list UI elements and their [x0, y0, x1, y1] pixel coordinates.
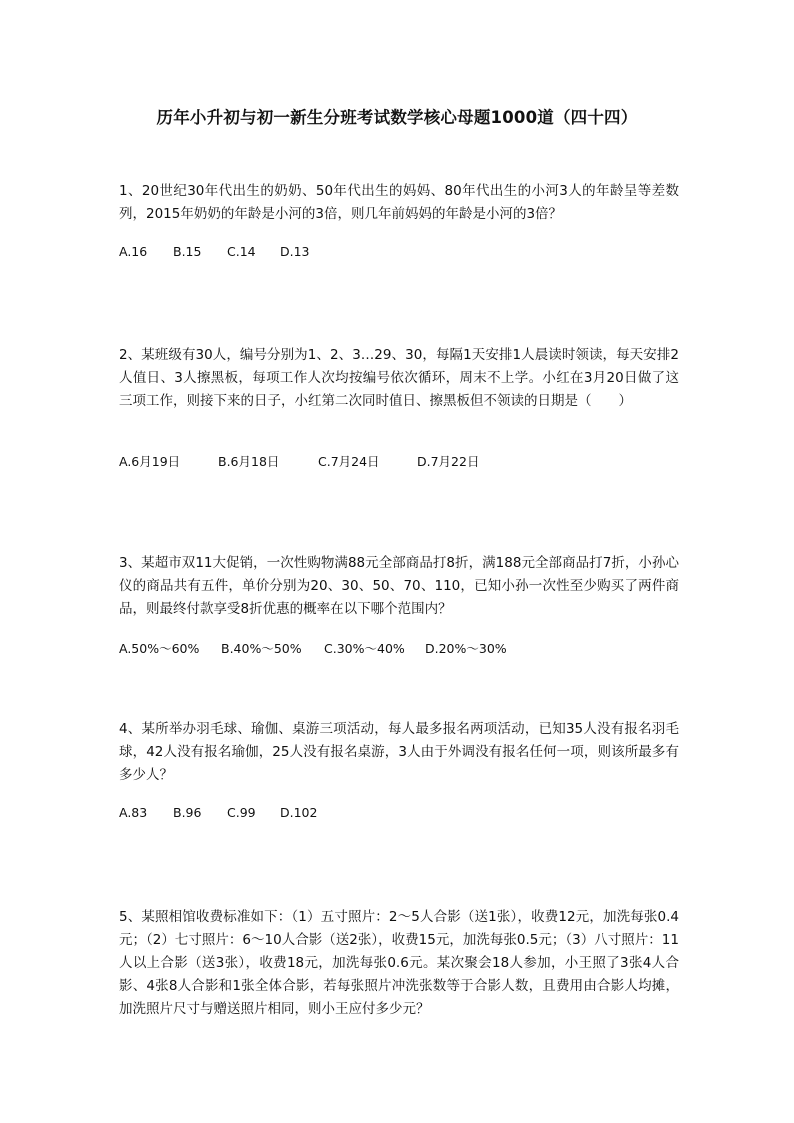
- question-4-options: [119, 805, 317, 820]
- option-a: A.6月19日: [119, 454, 181, 469]
- document-title: 历年小升初与初一新生分班考试数学核心母题1000道（四十四）: [156, 108, 638, 127]
- question-2: [119, 344, 679, 413]
- option-d: D.20%～30%: [425, 641, 507, 656]
- question-3: [119, 552, 679, 621]
- option-c: C.7月24日: [318, 454, 380, 469]
- question-2-options: [119, 452, 479, 470]
- option-a: A.50%～60%: [119, 641, 200, 656]
- option-d: D.7月22日: [417, 454, 480, 469]
- option-b: B.15: [173, 244, 202, 259]
- option-b: B.6月18日: [218, 454, 280, 469]
- option-a: A.16: [119, 244, 148, 259]
- question-1: [119, 180, 679, 226]
- option-a: A.83: [119, 805, 148, 820]
- option-d: D.102: [280, 805, 318, 820]
- question-3-options: [119, 639, 507, 657]
- question-1-options: [119, 244, 310, 259]
- question-2-text: 2、某班级有30人，编号分别为1、2、3…29、30，每隔1天安排1人晨读时领读，每天安排2人值日、3人擦黑板，每项工作人次均按编号依次循环，周末不上学。小红在3月20日做了这三项工作，则接下来的日子，小红第二次同时值日、擦黑板但不领读的日期是（ ）: [119, 347, 679, 409]
- option-c: C.99: [227, 805, 256, 820]
- question-4-text: 4、某所举办羽毛球、瑜伽、桌游三项活动，每人最多报名两项活动，已知35人没有报名羽毛球，42人没有报名瑜伽，25人没有报名桌游，3人由于外调没有报名任何一项，则该所最多有多少人？: [119, 721, 679, 783]
- question-5: [119, 906, 679, 1021]
- option-c: C.14: [227, 244, 256, 259]
- question-3-text: 3、某超市双11大促销，一次性购物满88元全部商品打8折，满188元全部商品打7折，小孙心仪的商品共有五件，单价分别为20、30、50、70、110，已知小孙一次性至少购买了两件商品，则最终付款享受8折优惠的概率在以下哪个范围内？: [119, 555, 679, 617]
- question-4: [119, 718, 679, 787]
- question-5-text: 5、某照相馆收费标准如下：（1）五寸照片：2～5人合影（送1张），收费12元，加洗每张0.4元；（2）七寸照片：6～10人合影（送2张），收费15元，加洗每张0.5元；（3）八寸照片：11人以上合影（送3张），收费18元，加洗每张0.6元。某次聚会18人参加，小王照了3张4人合影、4张8人合影和1张全体合影，若每张照片冲洗张数等于合影人数，且费用由合影人均摊，加洗照片尺寸与赠送照片相同，则小王应付多少元？: [119, 909, 679, 1017]
- question-1-text: 1、20世纪30年代出生的奶奶、50年代出生的妈妈、80年代出生的小河3人的年龄呈等差数列，2015年奶奶的年龄是小河的3倍，则几年前妈妈的年龄是小河的3倍？: [119, 183, 679, 222]
- option-b: B.40%～50%: [221, 641, 302, 656]
- option-c: C.30%～40%: [324, 641, 405, 656]
- option-b: B.96: [173, 805, 202, 820]
- option-d: D.13: [280, 244, 310, 259]
